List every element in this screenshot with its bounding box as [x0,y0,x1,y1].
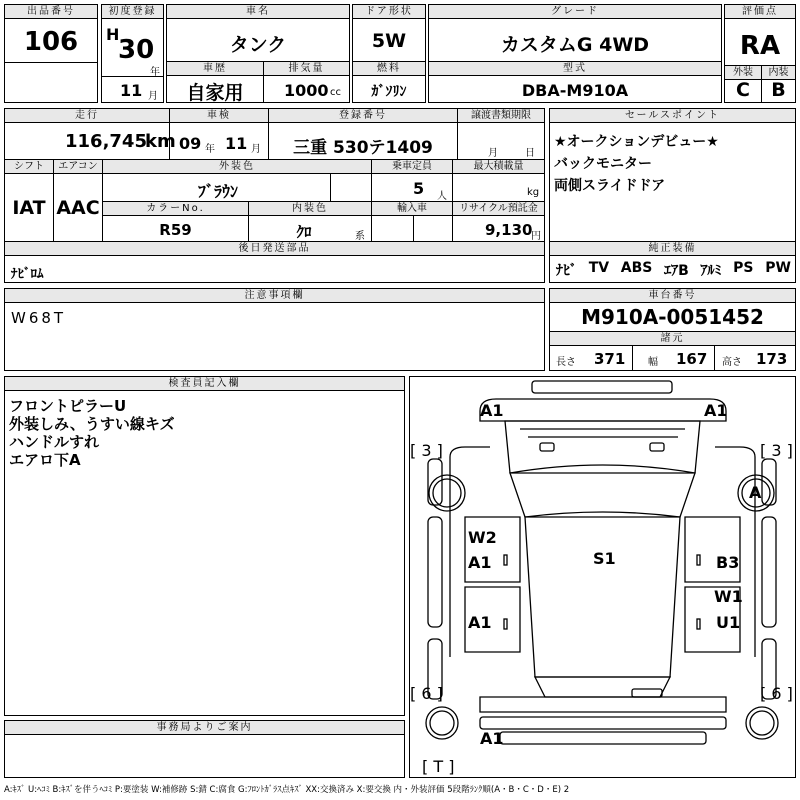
reg-month: 11 [120,81,143,100]
damage-mark: S1 [593,549,616,568]
vehicle-detail-block [4,108,545,283]
first-registration-cell [101,4,164,103]
max-load-label: 最大積載量 [453,160,544,174]
history: 自家用 [186,82,244,104]
damage-mark: B3 [716,553,740,572]
car-outline-drawing [410,377,795,777]
equipment-item: PS [733,260,754,276]
shift-label: シフト [5,160,53,174]
door-label: ドア形状 [353,5,425,19]
inspector-cell [4,376,405,716]
office-label: 事務局よりご案内 [5,721,404,735]
color-no-label: カラーNo. [103,202,248,216]
damage-mark: U1 [716,613,741,632]
equipment-cell [549,241,796,283]
lot-number: 106 [23,27,79,57]
capacity-label: 乗車定員 [372,160,452,174]
sales-point-3: 両側スライドドア [554,178,666,194]
legend: A:ｷｽﾞ U:ﾍｺﾐ B:ｷｽﾞを伴うﾍｺﾐ P:要塗装 W:補修跡 S:錆 C:腐食 G:ﾌﾛﾝﾄｶﾞﾗｽ点ｷｽﾞ XX:交換済み X:要交換 内・外装評価 5段階ﾗﾝｸ順(A・B・C・D・E) 2 [4,785,570,795]
length-label: 長さ [556,357,576,368]
import-label: 輸入車 [372,202,452,216]
car-name: タンク [229,34,287,56]
exterior-grade: C [736,79,750,101]
fuel: ｶﾞｿﾘﾝ [371,84,407,100]
inspection-month: 11 [225,134,248,153]
sales-points-cell [549,108,796,242]
mileage-unit: km [145,131,176,152]
inspector-line-4: エアロ下A [9,451,81,469]
score: RA [739,31,781,61]
car-diagram [409,376,796,778]
history-label: 車歴 [167,62,263,76]
inspection-year-unit: 年 [205,144,215,155]
first-registration-label: 初度登録 [102,5,163,19]
color-no: R59 [159,221,192,239]
notes-cell [4,288,545,371]
ac: AAC [56,197,100,219]
damage-mark: A1 [480,401,504,420]
recycle-unit: 円 [531,231,541,242]
damage-mark: A [749,483,762,502]
sales-point-1: ★オークションデビュー★ [554,134,719,150]
damage-mark: W1 [714,587,743,606]
int-color-label: 内装色 [249,202,371,216]
damage-mark: A1 [468,613,492,632]
inspector-line-1: フロントピラーU [9,397,127,415]
inspection-label: 車検 [170,109,268,123]
recycle-fee: 9,130 [485,221,533,239]
model-label: 型式 [429,62,721,76]
damage-mark: W2 [468,528,497,547]
plate-label: 登録番号 [269,109,457,123]
car-name-label: 車名 [167,5,349,19]
chassis-number: M910A-0051452 [581,305,764,329]
mileage: 116,745 [65,131,147,152]
inspector-line-2: 外装しみ、うすい線キズ [9,415,175,433]
equipment-item: ABS [620,260,653,276]
transfer-day-unit: 日 [525,148,535,159]
equipment-item: TV [588,260,610,276]
lot-number-cell [4,4,98,103]
capacity: 5 [413,179,425,198]
damage-mark: A1 [468,553,492,572]
grade: カスタムG 4WD [500,34,650,56]
interior-grade: B [771,79,786,101]
chassis-cell [549,288,796,371]
displacement-unit: cc [330,87,341,98]
chassis-label: 車台番号 [550,289,795,303]
equipment-item: ｱﾙﾐ [700,263,722,279]
shift: IAT [12,197,46,219]
inspection-month-unit: 月 [251,144,261,155]
exterior-label: 外装 [725,66,761,80]
height-label: 高さ [722,357,742,368]
interior-label: 内装 [762,66,795,80]
grade-label: グレード [429,5,721,19]
car-name-cell [166,4,350,62]
int-color: ｸﾛ [296,223,312,241]
fuel-cell [352,61,426,103]
damage-mark: A1 [704,401,728,420]
equipment-item: PW [765,260,791,276]
equipment-label: 純正装備 [550,242,795,256]
damage-mark: A1 [480,729,504,748]
displacement-cell [263,61,350,103]
score-cell [724,4,796,103]
plate-number: 三重 530テ1409 [293,138,433,158]
era: H [106,25,120,44]
fuel-label: 燃料 [353,62,425,76]
displacement-label: 排気量 [264,62,349,76]
history-cell [166,61,264,103]
sales-point-2: バックモニター [554,156,652,172]
ext-color: ﾌﾞﾗｳﾝ [197,182,238,201]
int-color-unit: 系 [355,231,365,242]
equipment-item: ﾅﾋﾞ [556,263,577,279]
panel-mark: [ 6 ] [410,684,443,703]
transfer-deadline-label: 譲渡書類期限 [458,109,544,123]
model-code: DBA-M910A [521,81,629,100]
width-label: 幅 [648,357,658,368]
panel-mark: [ 3 ] [760,441,793,460]
ac-label: エアコン [54,160,102,174]
lot-number-label: 出品番号 [5,5,97,19]
transfer-month-unit: 月 [488,148,498,159]
grade-cell [428,4,722,62]
reg-year: 30 [118,35,155,65]
office-cell [4,720,405,778]
notes-text: W68T [11,309,67,327]
sales-points-label: セールスポイント [550,109,795,123]
notes-label: 注意事項欄 [5,289,544,303]
capacity-unit: 人 [437,191,447,202]
reg-month-unit: 月 [148,91,158,102]
panel-mark: [ T ] [422,757,455,776]
inspection-year: 09 [179,134,202,153]
score-label: 評価点 [725,5,795,19]
door-cell [352,4,426,62]
mileage-label: 走行 [5,109,169,123]
reg-year-unit: 年 [150,67,160,78]
panel-mark: [ 3 ] [410,441,443,460]
width: 167 [676,350,708,368]
later-parts-label: 後日発送部品 [5,242,544,256]
max-load-unit: kg [527,187,540,198]
displacement: 1000 [284,81,329,100]
recycle-label: リサイクル預託金 [453,202,544,216]
later-parts: ﾅﾋﾞﾛﾑ [11,267,44,282]
inspector-line-3: ハンドルすれ [9,433,100,451]
panel-mark: [ 6 ] [760,684,793,703]
height: 173 [756,350,788,368]
door-type: 5W [371,30,407,52]
equipment-item: ｴｱB [664,263,689,279]
length: 371 [594,350,626,368]
spec-label: 諸元 [550,332,795,346]
model-cell [428,61,722,103]
ext-color-label: 外装色 [103,160,371,174]
inspector-label: 検査員記入欄 [5,377,404,391]
